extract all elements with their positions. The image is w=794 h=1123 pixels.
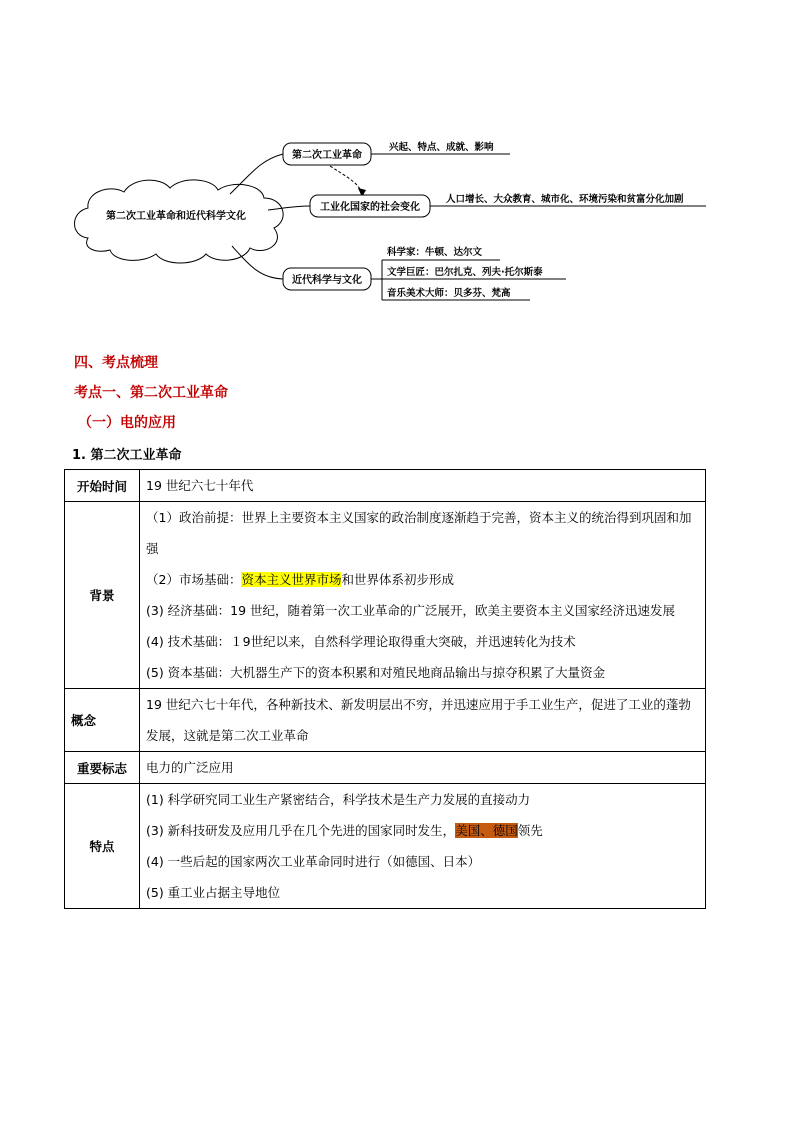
branch-industrial-revolution — [283, 141, 510, 165]
start-label: 开始时间 — [65, 470, 140, 502]
background-line-1: （1）政治前提：世界上主要资本主义国家的政治制度逐渐趋于完善，资本主义的统治得到巩固和加强 — [146, 510, 692, 556]
branch-3-detail-3: 音乐美术大师：贝多芬、梵高 — [387, 288, 511, 299]
branch-1-detail: 兴起、特点、成就、影响 — [389, 142, 494, 153]
sub-heading: （一）电的应用 — [78, 415, 176, 431]
feature-2 — [146, 815, 699, 846]
mind-map — [0, 0, 794, 330]
table-row-concept — [65, 689, 706, 752]
section-heading: 四、考点梳理 — [74, 355, 158, 371]
table-row-sign — [65, 752, 706, 784]
branch-science-culture — [283, 246, 566, 300]
feature-1: (1) 科学研究同工业生产紧密结合，科学技术是生产力发展的直接动力 — [146, 792, 531, 807]
branch-3-detail-2: 文学巨匠：巴尔扎克、列夫·托尔斯泰 — [387, 267, 543, 278]
world-market-highlight: 资本主义世界市场 — [241, 572, 342, 587]
root-cloud — [75, 180, 284, 263]
table-row-background — [65, 502, 706, 689]
background-line-4: (4) 技术基础：１9世纪以来，自然科学理论取得重大突破，并迅速转化为技术 — [146, 634, 576, 649]
sign-label: 重要标志 — [65, 752, 140, 784]
feature-3: (4) 一些后起的国家两次工业革命同时进行（如德国、日本） — [146, 854, 481, 869]
features-label: 特点 — [65, 784, 140, 909]
item-title: 1. 第二次工业革命 — [72, 448, 182, 463]
us-germany-highlight: 美国、德国 — [455, 823, 518, 838]
background-label: 背景 — [65, 502, 140, 689]
background-cell — [140, 502, 706, 689]
branch-2-detail: 人口增长、大众教育、城市化、环境污染和贫富分化加剧 — [446, 194, 684, 205]
sign-value: 电力的广泛应用 — [140, 752, 706, 784]
background-line-2-prefix: （2）市场基础： — [146, 572, 242, 587]
branch-3-detail-1: 科学家：牛顿、达尔文 — [387, 247, 483, 258]
feature-2-suffix: 领先 — [517, 823, 543, 838]
start-value: 19 世纪六七十年代 — [140, 470, 706, 502]
background-line-3: (3) 经济基础：19 世纪，随着第一次工业革命的广泛展开，欧美主要资本主义国家经济迅速发展 — [146, 603, 676, 618]
revolution-table — [64, 469, 706, 909]
svg-text:工业化国家的社会变化: 工业化国家的社会变化 — [320, 202, 420, 213]
svg-text:第二次工业革命: 第二次工业革命 — [292, 150, 362, 161]
feature-4: (5) 重工业占据主导地位 — [146, 885, 281, 900]
point-heading: 考点一、第二次工业革命 — [74, 385, 228, 401]
feature-2-prefix: (3) 新科技研发及应用几乎在几个先进的国家同时发生， — [146, 823, 456, 838]
table-row-start — [65, 470, 706, 502]
features-cell — [140, 784, 706, 909]
table-row-features — [65, 784, 706, 909]
background-line-2-suffix: 和世界体系初步形成 — [341, 572, 454, 587]
background-line-5: (5) 资本基础：大机器生产下的资本积累和对殖民地商品输出与掠夺积累了大量资金 — [146, 665, 606, 680]
background-line-2 — [146, 564, 699, 595]
concept-label: 概念 — [65, 689, 140, 752]
svg-text:近代科学与文化: 近代科学与文化 — [292, 275, 362, 286]
branch-social-change — [310, 193, 706, 217]
concept-value: 19 世纪六七十年代，各种新技术、新发明层出不穷，并迅速应用于手工业生产，促进了工业的蓬勃发展，这就是第二次工业革命 — [140, 689, 706, 752]
root-label: 第二次工业革命和近代科学文化 — [106, 211, 246, 222]
